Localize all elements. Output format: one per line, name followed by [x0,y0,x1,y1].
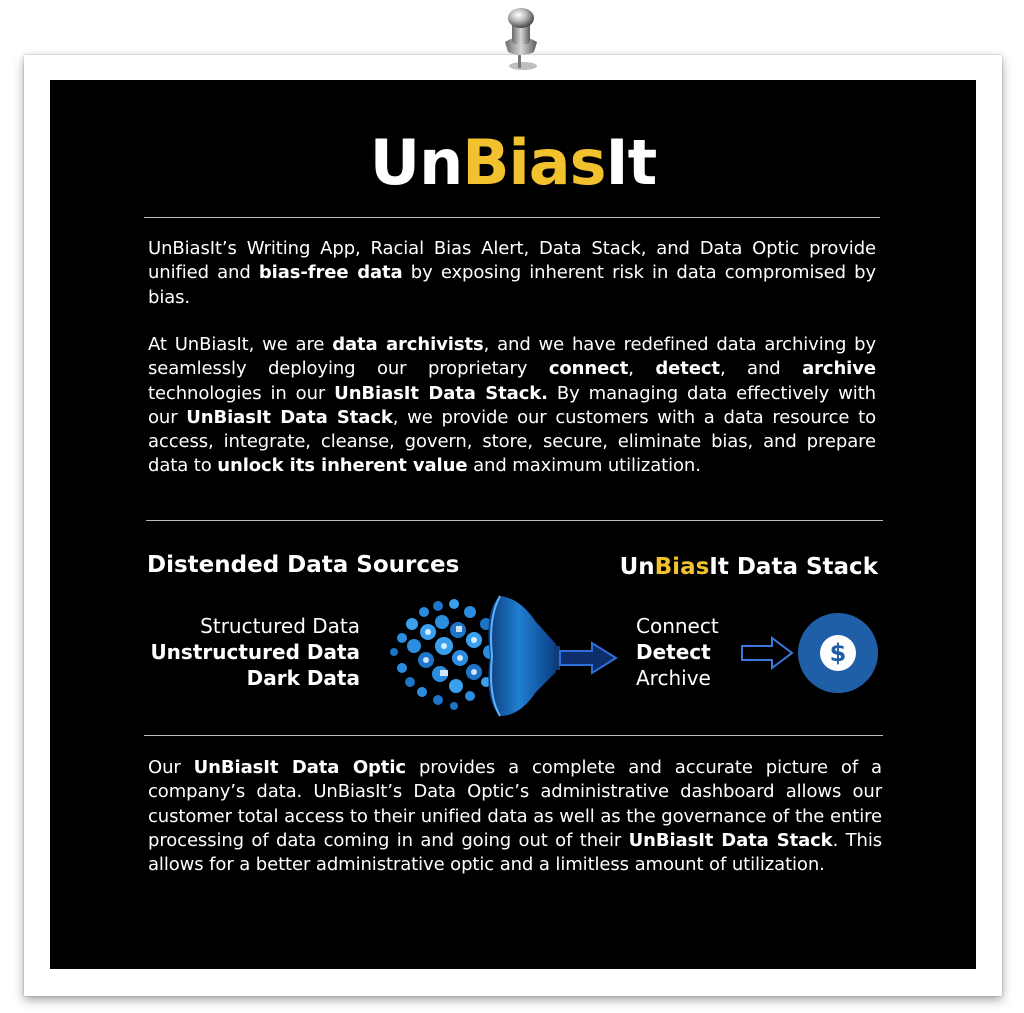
optic-paragraph: Our UnBiasIt Data Optic provides a complete and accurate picture of a company’s data. UnBiasIt’s Data Optic’s administrative dashboard allows our customer total access to their unified data as well as the governance of the entire processing of data coming in and going out of their UnBiasIt Data Stack. This allows for a better administrative optic and a limitless amount of utilization. [148,757,882,876]
source-structured-data: Structured Data [200,614,360,638]
data-sources-list [150,613,360,691]
sources-heading: Distended Data Sources [147,552,460,578]
step-connect: Connect [636,614,719,638]
logo-prefix: Un [369,126,463,199]
data-bubbles-cluster [390,599,506,710]
data-stack-steps [636,613,719,691]
content-panel [50,80,976,969]
dollar-coin-icon [796,611,880,695]
stack-heading: UnBiasIt Data Stack [619,554,878,580]
stack-output-arrow [740,636,796,670]
unbiasit-logo [50,126,976,199]
intro-paragraph-2: At UnBiasIt, we are data archivists, and we have redefined data archiving by seamlessly deploying our proprietary connect, detect, and archive technologies in our UnBiasIt Data Stack. By managing data effectively with our UnBiasIt Data Stack, we provide our customers with a data resource to access, integrate, cleanse, govern, store, secure, eliminate bias, and prepare data to unlock its inherent value and maximum utilization. [148,334,876,477]
divider-middle [146,520,883,521]
source-unstructured-data: Unstructured Data [150,640,360,664]
step-archive: Archive [636,666,711,690]
divider-top [144,217,880,218]
funnel-shape [488,596,560,716]
intro-paragraph-1: UnBiasIt’s Writing App, Racial Bias Alert, Data Stack, and Data Optic provide unified and bias-free data by exposing inherent risk in data compromised by bias. [148,238,876,308]
data-funnel-graphic [380,588,620,718]
logo-accent: Bias [462,126,606,199]
divider-bottom [144,735,883,736]
logo-suffix: It [605,126,657,199]
pushpin-icon [496,2,546,74]
source-dark-data: Dark Data [246,666,360,690]
coin-symbol: $ [829,639,847,667]
step-detect: Detect [636,640,711,664]
funnel-output-arrow [560,643,616,673]
